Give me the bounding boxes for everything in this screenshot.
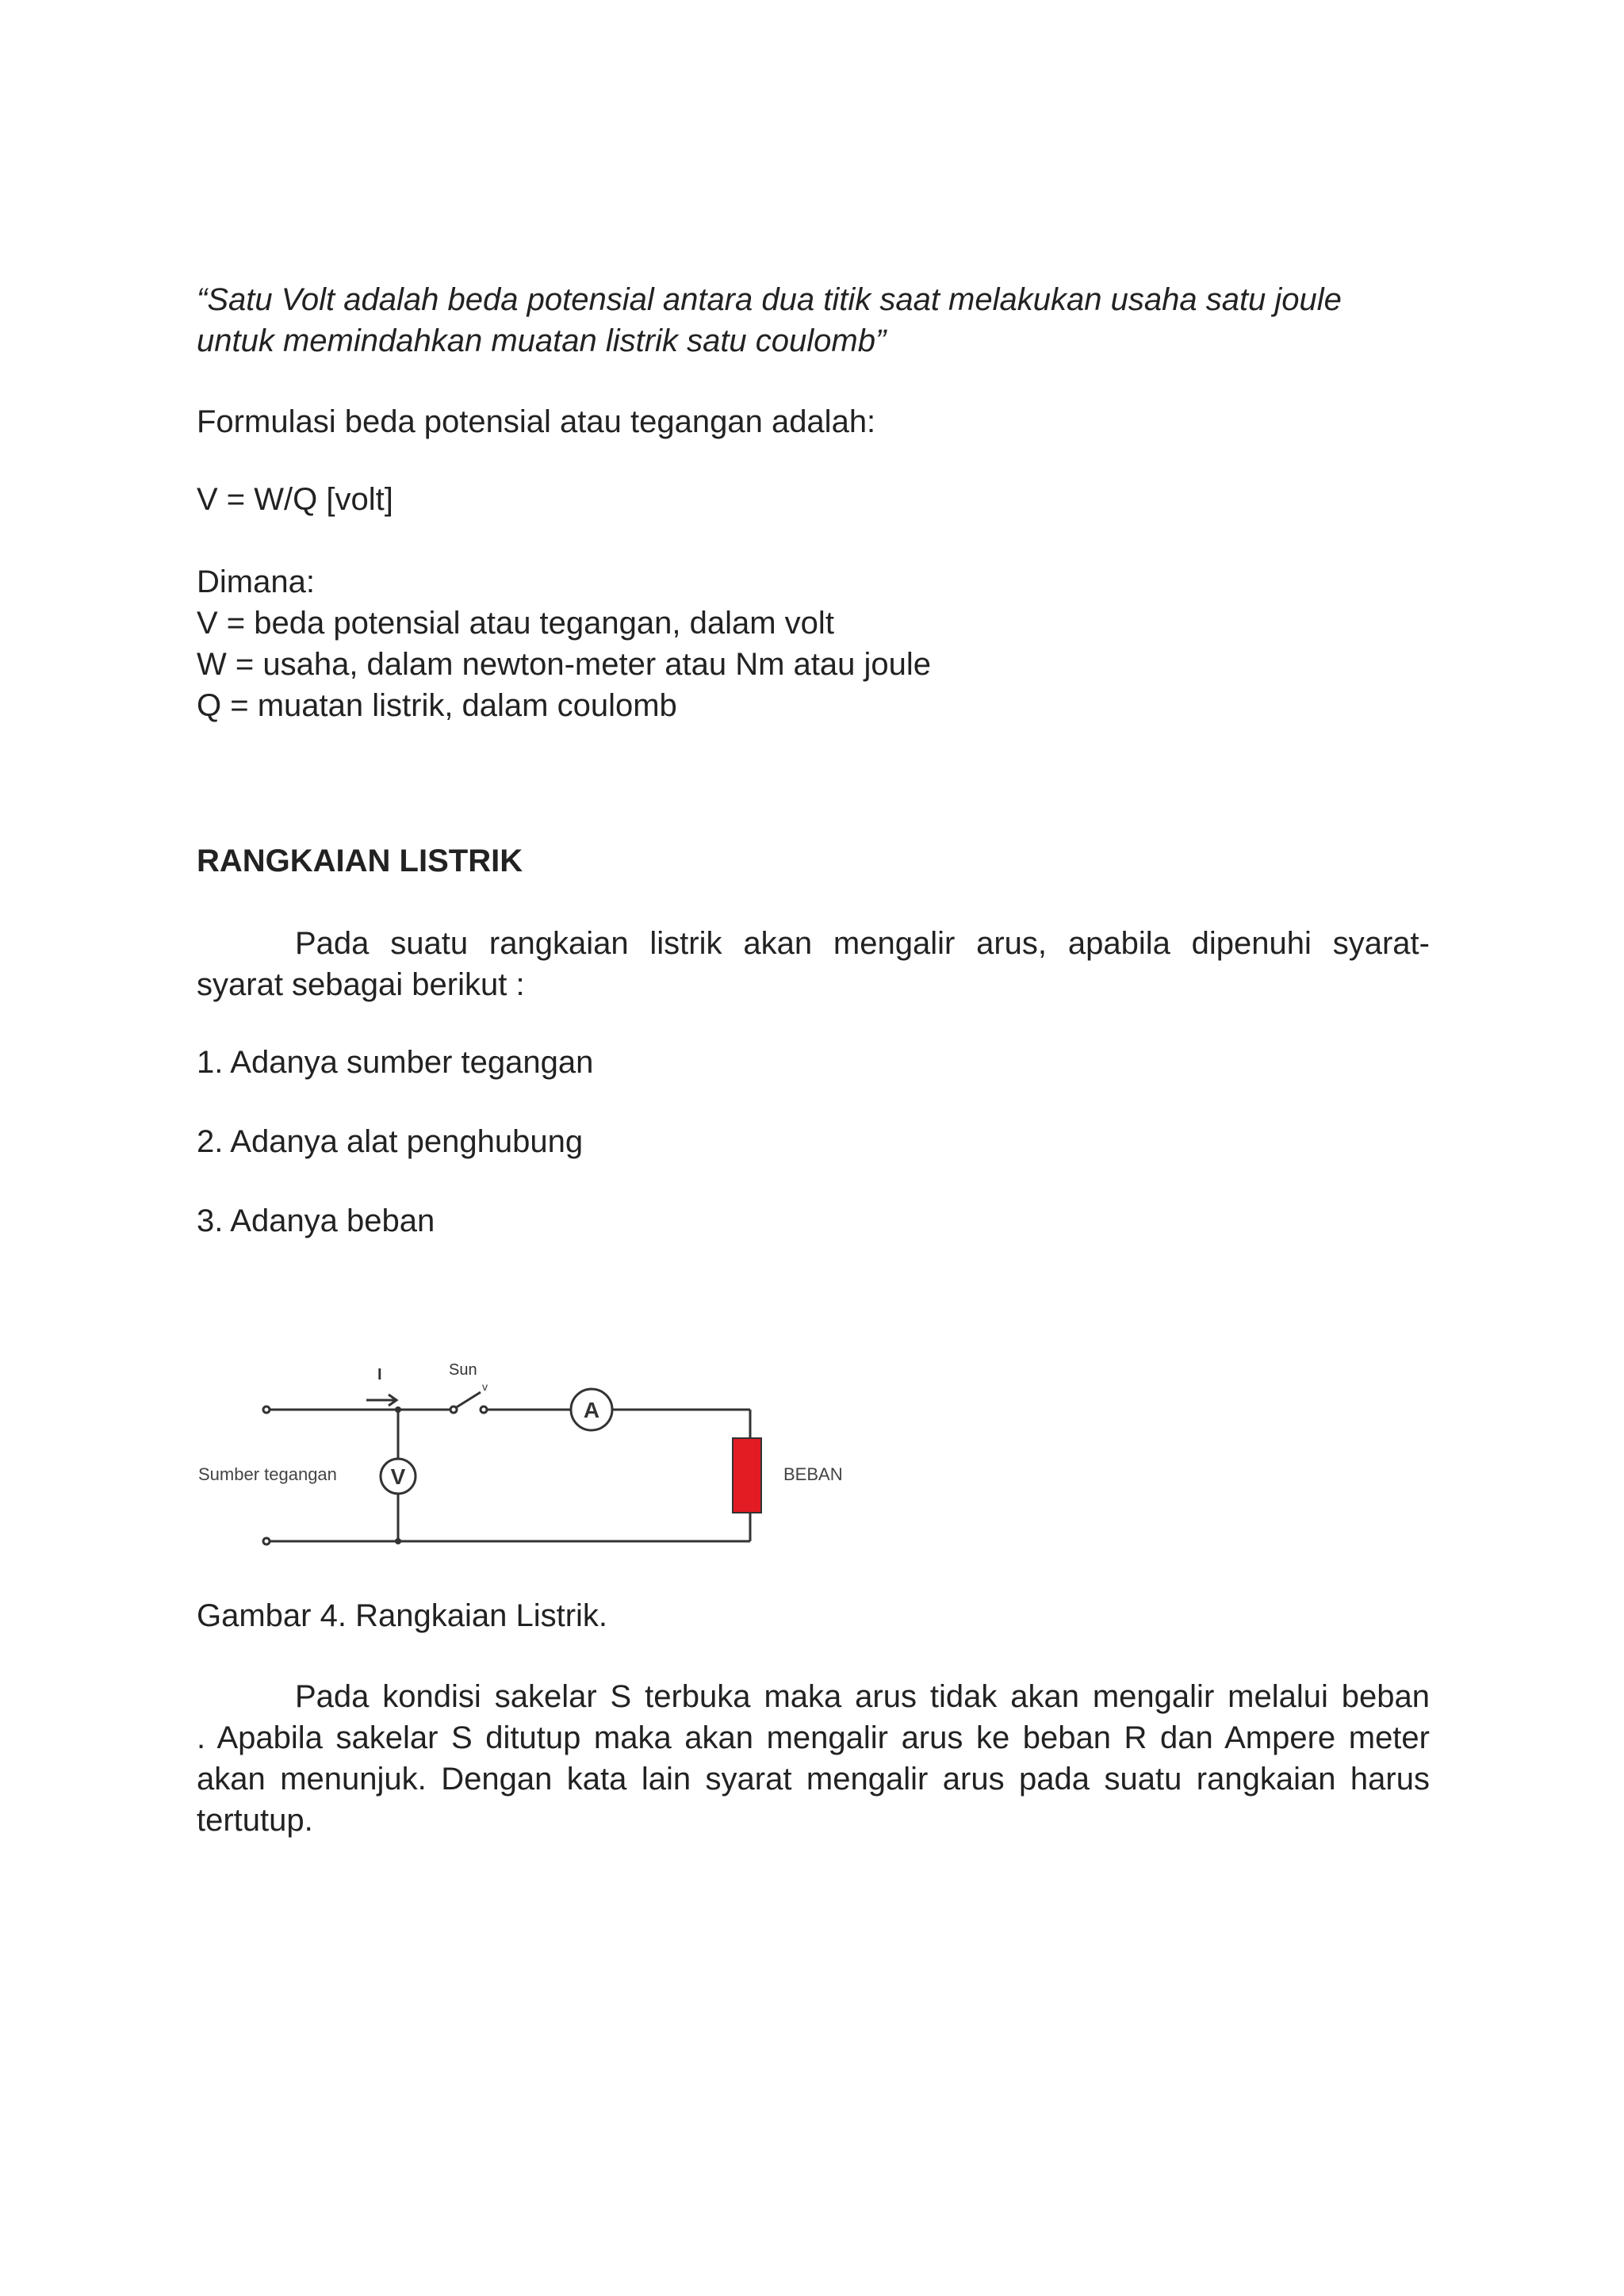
paragraph-line: syarat sebagai berikut :	[197, 967, 525, 1002]
ammeter-label: A	[583, 1398, 600, 1422]
quote-definition	[197, 279, 1430, 362]
paragraph-switch-condition	[197, 1676, 1430, 1841]
figure-caption: Gambar 4. Rangkaian Listrik.	[197, 1598, 608, 1633]
quote-line-1: “Satu Volt adalah beda potensial antara dua titik saat melakukan usaha satu joule	[197, 282, 1342, 317]
switch-sublabel: v	[482, 1380, 488, 1393]
switch-blade	[455, 1392, 481, 1408]
paragraph-line: akan menunjuk. Dengan kata lain syarat mengalir arus pada suatu rangkaian harus	[197, 1762, 1430, 1797]
quote-line-2: untuk memindahkan muatan listrik satu coulomb”	[197, 323, 887, 358]
formula: V = W/Q [volt]	[197, 482, 393, 517]
list-item: 2. Adanya alat penghubung	[197, 1124, 584, 1159]
load-label: BEBAN	[783, 1464, 843, 1484]
terminal-bottom	[263, 1538, 270, 1544]
junction-top	[395, 1406, 401, 1413]
switch-contact-left	[450, 1406, 457, 1413]
junction-bottom	[395, 1538, 401, 1544]
variable-definitions	[197, 561, 1430, 726]
load-resistor	[733, 1438, 761, 1513]
definitions-title: Dimana:	[197, 564, 315, 599]
paragraph-line: . Apabila sakelar S ditutup maka akan mengalir arus ke beban R dan Ampere meter	[197, 1720, 1430, 1755]
terminal-top	[263, 1406, 270, 1413]
section-heading: RANGKAIAN LISTRIK	[197, 844, 523, 878]
source-label: Sumber tegangan	[198, 1464, 337, 1484]
paragraph-line: tertutup.	[197, 1803, 313, 1838]
definition-item: W = usaha, dalam newton-meter atau Nm atau joule	[197, 647, 932, 682]
paragraph-line: Pada suatu rangkaian listrik akan mengalir arus, apabila dipenuhi syarat-	[295, 926, 1430, 961]
list-item: 1. Adanya sumber tegangan	[197, 1045, 594, 1080]
definition-item: V = beda potensial atau tegangan, dalam volt	[197, 606, 834, 641]
voltmeter-label: V	[390, 1464, 406, 1489]
circuit-diagram	[193, 1348, 860, 1562]
definition-item: Q = muatan listrik, dalam coulomb	[197, 688, 677, 723]
current-label: I	[377, 1366, 382, 1383]
formula-intro-text: Formulasi beda potensial atau tegangan adalah:	[197, 404, 876, 439]
list-item: 3. Adanya beban	[197, 1203, 435, 1238]
paragraph-line: Pada kondisi sakelar S terbuka maka arus tidak akan mengalir melalui beban	[295, 1679, 1430, 1714]
paragraph-requirements	[197, 923, 1430, 1005]
switch-label: Sun	[449, 1361, 477, 1379]
switch-contact-right	[481, 1406, 487, 1413]
